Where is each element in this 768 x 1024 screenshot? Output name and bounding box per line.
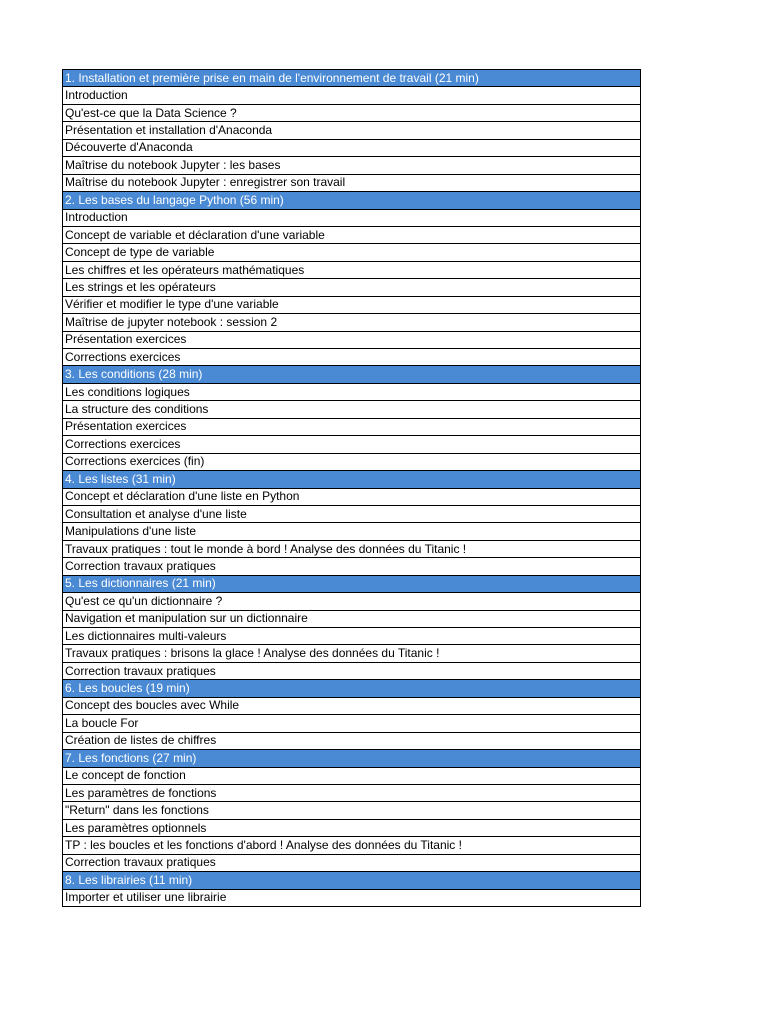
lesson-title: Navigation et manipulation sur un dictionnaire xyxy=(63,610,641,627)
lesson-title: Correction travaux pratiques xyxy=(63,662,641,679)
lesson-row xyxy=(63,104,641,121)
lesson-title: Présentation exercices xyxy=(63,331,641,348)
lesson-title: Présentation et installation d'Anaconda xyxy=(63,122,641,139)
lesson-row xyxy=(63,802,641,819)
lesson-row xyxy=(63,244,641,261)
lesson-row xyxy=(63,349,641,366)
lesson-title: Correction travaux pratiques xyxy=(63,558,641,575)
lesson-title: Les dictionnaires multi-valeurs xyxy=(63,628,641,645)
lesson-row xyxy=(63,662,641,679)
lesson-row xyxy=(63,628,641,645)
lesson-title: Vérifier et modifier le type d'une variable xyxy=(63,296,641,313)
lesson-row xyxy=(63,593,641,610)
lesson-row xyxy=(63,854,641,871)
lesson-row xyxy=(63,819,641,836)
lesson-row xyxy=(63,261,641,278)
section-header-row xyxy=(63,680,641,697)
lesson-title: Le concept de fonction xyxy=(63,767,641,784)
lesson-title: Les conditions logiques xyxy=(63,383,641,400)
section-title: 4. Les listes (31 min) xyxy=(63,471,641,488)
lesson-row xyxy=(63,157,641,174)
lesson-title: Corrections exercices xyxy=(63,436,641,453)
lesson-row xyxy=(63,540,641,557)
section-title: 3. Les conditions (28 min) xyxy=(63,366,641,383)
lesson-title: Les strings et les opérateurs xyxy=(63,279,641,296)
lesson-title: Concept de type de variable xyxy=(63,244,641,261)
lesson-row xyxy=(63,314,641,331)
lesson-row xyxy=(63,122,641,139)
section-header-row xyxy=(63,366,641,383)
lesson-title: Introduction xyxy=(63,209,641,226)
lesson-title: Consultation et analyse d'une liste xyxy=(63,505,641,522)
lesson-row xyxy=(63,174,641,191)
lesson-title: Importer et utiliser une librairie xyxy=(63,889,641,906)
lesson-title: Qu'est-ce que la Data Science ? xyxy=(63,104,641,121)
section-title: 7. Les fonctions (27 min) xyxy=(63,750,641,767)
lesson-title: La structure des conditions xyxy=(63,401,641,418)
lesson-row xyxy=(63,645,641,662)
lesson-title: TP : les boucles et les fonctions d'abord ! Analyse des données du Titanic ! xyxy=(63,837,641,854)
lesson-row xyxy=(63,767,641,784)
lesson-row xyxy=(63,383,641,400)
lesson-row xyxy=(63,209,641,226)
lesson-title: Concept de variable et déclaration d'une variable xyxy=(63,226,641,243)
lesson-row xyxy=(63,505,641,522)
lesson-row xyxy=(63,331,641,348)
lesson-title: La boucle For xyxy=(63,715,641,732)
course-outline-table xyxy=(62,69,641,907)
section-title: 2. Les bases du langage Python (56 min) xyxy=(63,192,641,209)
section-title: 5. Les dictionnaires (21 min) xyxy=(63,575,641,592)
section-title: 1. Installation et première prise en main de l'environnement de travail (21 min) xyxy=(63,70,641,87)
lesson-row xyxy=(63,697,641,714)
lesson-row xyxy=(63,418,641,435)
lesson-row xyxy=(63,296,641,313)
lesson-title: Manipulations d'une liste xyxy=(63,523,641,540)
lesson-title: Corrections exercices xyxy=(63,349,641,366)
lesson-title: Création de listes de chiffres xyxy=(63,732,641,749)
section-header-row xyxy=(63,575,641,592)
lesson-row xyxy=(63,837,641,854)
lesson-title: Maîtrise du notebook Jupyter : enregistrer son travail xyxy=(63,174,641,191)
lesson-title: Maîtrise du notebook Jupyter : les bases xyxy=(63,157,641,174)
lesson-row xyxy=(63,87,641,104)
lesson-row xyxy=(63,889,641,906)
lesson-title: Travaux pratiques : tout le monde à bord ! Analyse des données du Titanic ! xyxy=(63,540,641,557)
lesson-title: Concept des boucles avec While xyxy=(63,697,641,714)
lesson-row xyxy=(63,401,641,418)
lesson-row xyxy=(63,732,641,749)
section-title: 8. Les librairies (11 min) xyxy=(63,872,641,889)
section-header-row xyxy=(63,471,641,488)
lesson-row xyxy=(63,715,641,732)
lesson-title: "Return" dans les fonctions xyxy=(63,802,641,819)
section-header-row xyxy=(63,70,641,87)
lesson-title: Découverte d'Anaconda xyxy=(63,139,641,156)
section-title: 6. Les boucles (19 min) xyxy=(63,680,641,697)
lesson-title: Maîtrise de jupyter notebook : session 2 xyxy=(63,314,641,331)
lesson-title: Travaux pratiques : brisons la glace ! Analyse des données du Titanic ! xyxy=(63,645,641,662)
lesson-title: Introduction xyxy=(63,87,641,104)
lesson-row xyxy=(63,436,641,453)
lesson-title: Les chiffres et les opérateurs mathématiques xyxy=(63,261,641,278)
lesson-row xyxy=(63,453,641,470)
lesson-title: Correction travaux pratiques xyxy=(63,854,641,871)
lesson-title: Qu'est ce qu'un dictionnaire ? xyxy=(63,593,641,610)
lesson-row xyxy=(63,523,641,540)
course-outline-body xyxy=(63,70,641,907)
section-header-row xyxy=(63,872,641,889)
lesson-title: Présentation exercices xyxy=(63,418,641,435)
lesson-title: Les paramètres optionnels xyxy=(63,819,641,836)
lesson-row xyxy=(63,488,641,505)
lesson-row xyxy=(63,139,641,156)
lesson-row xyxy=(63,784,641,801)
section-header-row xyxy=(63,192,641,209)
section-header-row xyxy=(63,750,641,767)
lesson-row xyxy=(63,279,641,296)
lesson-row xyxy=(63,558,641,575)
lesson-title: Corrections exercices (fin) xyxy=(63,453,641,470)
lesson-row xyxy=(63,226,641,243)
lesson-title: Concept et déclaration d'une liste en Python xyxy=(63,488,641,505)
lesson-title: Les paramètres de fonctions xyxy=(63,784,641,801)
lesson-row xyxy=(63,610,641,627)
